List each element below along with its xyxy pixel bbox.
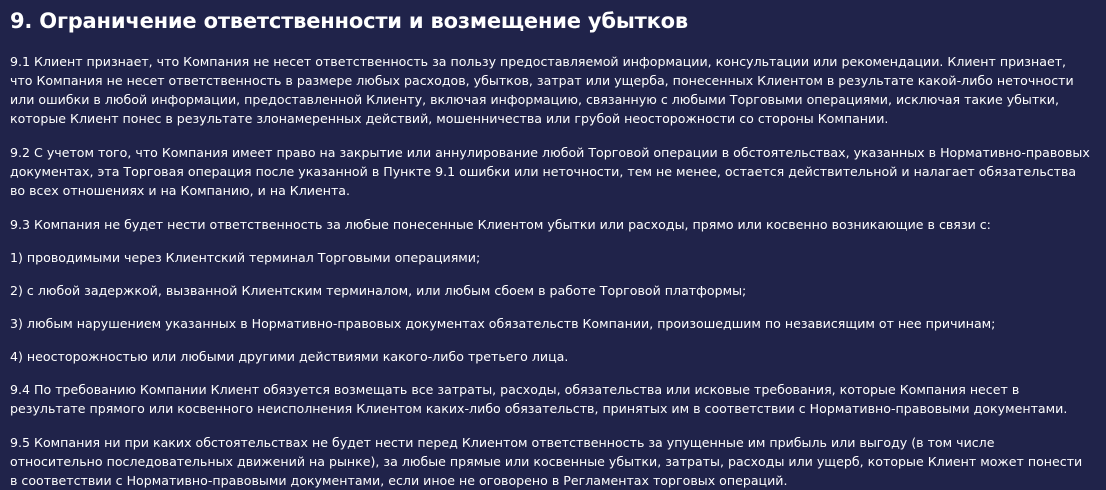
paragraph-9-1: 9.1 Клиент признает, что Компания не несет ответственность за пользу предоставляемой информации, консультации или рекомендации. Клиент признает, что Компания не несет ответственность в размере любых расходов, убытков, затрат или ущерба, понесенных Клиентом в результате какой-либо неточности или ошибки в любой информации, предоставленной Клиенту, включая информацию, связанную с любыми Торговыми операциями, исключая такие убытки, которые Клиент понес в результате злонамеренных действий, мошенничества или грубой неосторожности со стороны Компании. [10,54,1074,126]
paragraph-9-4: 9.4 По требованию Компании Клиент обязуется возмещать все затраты, расходы, обязательства или исковые требования, которые Компания несет в результате прямого или косвенного неисполнения Клиентом каких-либо обязательств, принятых им в соответствии с Нормативно-правовыми документами. [10,382,1068,416]
list-item-3: 3) любым нарушением указанных в Нормативно-правовых документах обязательств Компании, произошедшим по независящим от нее причинам; [10,316,996,331]
list-item-2: 2) с любой задержкой, вызванной Клиентским терминалом, или любым сбоем в работе Торговой платформы; [10,283,747,298]
paragraph-9-5: 9.5 Компания ни при каких обстоятельствах не будет нести перед Клиентом ответственность за упущенные им прибыль или выгоду (в том числе относительно последовательных движений на рынке), за любые прямые или косвенные убытки, затраты, расходы или ущерб, которые Клиент может понести в соответствии с Нормативно-правовыми документами, если иное не оговорено в Регламентах торговых операций. [10,435,1083,488]
list-item-1: 1) проводимыми через Клиентский терминал Торговыми операциями; [10,250,481,265]
paragraph-9-2: 9.2 С учетом того, что Компания имеет право на закрытие или аннулирование любой Торговой операции в обстоятельствах, указанных в Нормативно-правовых документах, эта Торговая операция после указанной в Пункте 9.1 ошибки или неточности, тем не менее, остается действительной и налагает обязательства во всех отношениях и на Компанию, и на Клиента. [10,145,1090,198]
paragraph-9-3: 9.3 Компания не будет нести ответственность за любые понесенные Клиентом убытки или расходы, прямо или косвенно возникающие в связи с: [10,217,991,232]
list-item-4: 4) неосторожностью или любыми другими действиями какого-либо третьего лица. [10,349,569,364]
section-body [10,52,1090,490]
section-title: 9. Ограничение ответственности и возмещение убытков [10,9,689,33]
